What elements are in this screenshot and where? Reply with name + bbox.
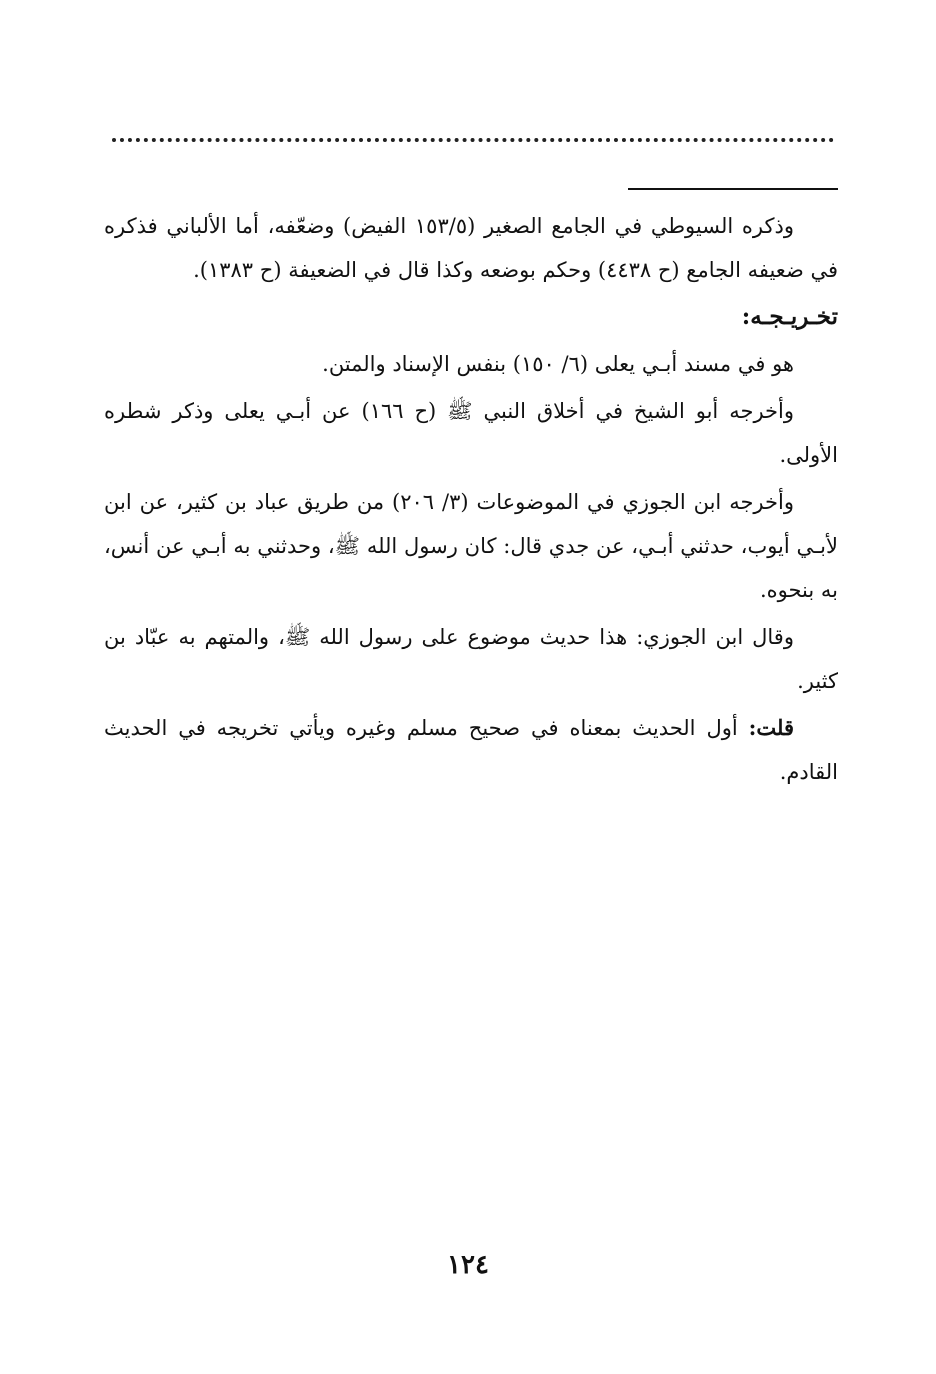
page-number: ١٢٤ bbox=[447, 1250, 489, 1280]
paragraph-ibn-jawzi-verdict: وقال ابن الجوزي: هذا حديث موضوع على رسول الله ﷺ، والمتهم به عبّاد بن كثير. bbox=[104, 625, 838, 693]
paragraph-suyuti: وذكره السيوطي في الجامع الصغير (١٥٣/٥ الفيض) وضعّفه، أما الألباني فذكره في ضعيفه الجامع (ح ٤٤٣٨) وحكم بوضعه وكذا قال في الضعيفة (ح ١٣٨٣). bbox=[104, 214, 838, 282]
paragraph-abu-shaykh: وأخرجه أبو الشيخ في أخلاق النبي ﷺ (ح ١٦٦) عن أبـي يعلى وذكر شطره الأولى. bbox=[104, 399, 838, 467]
section-heading bbox=[104, 295, 838, 339]
page-body bbox=[104, 204, 838, 797]
qultu-text: أول الحديث بمعناه في صحيح مسلم وغيره ويأتي تخريجه في الحديث القادم. bbox=[104, 716, 838, 784]
heading-takhrij: تخـريـجـه: bbox=[741, 303, 838, 330]
paragraph-musnad: هو في مسند أبـي يعلى (٦/ ١٥٠) بنفس الإسناد والمتن. bbox=[322, 352, 794, 376]
qultu-label: قلت: bbox=[748, 715, 794, 740]
paragraph-ibn-jawzi-mawduat: وأخرجه ابن الجوزي في الموضوعات (٣/ ٢٠٦) من طريق عباد بن كثير، عن ابن لأبـي أيوب، حدثني أبـي، عن جدي قال: كان رسول الله ﷺ، وحدثني به أبـي عن أنس، به بنحوه. bbox=[104, 490, 838, 602]
dotted-separator bbox=[112, 138, 834, 142]
paragraph-qultu bbox=[104, 706, 838, 794]
footnote-rule bbox=[628, 188, 838, 190]
